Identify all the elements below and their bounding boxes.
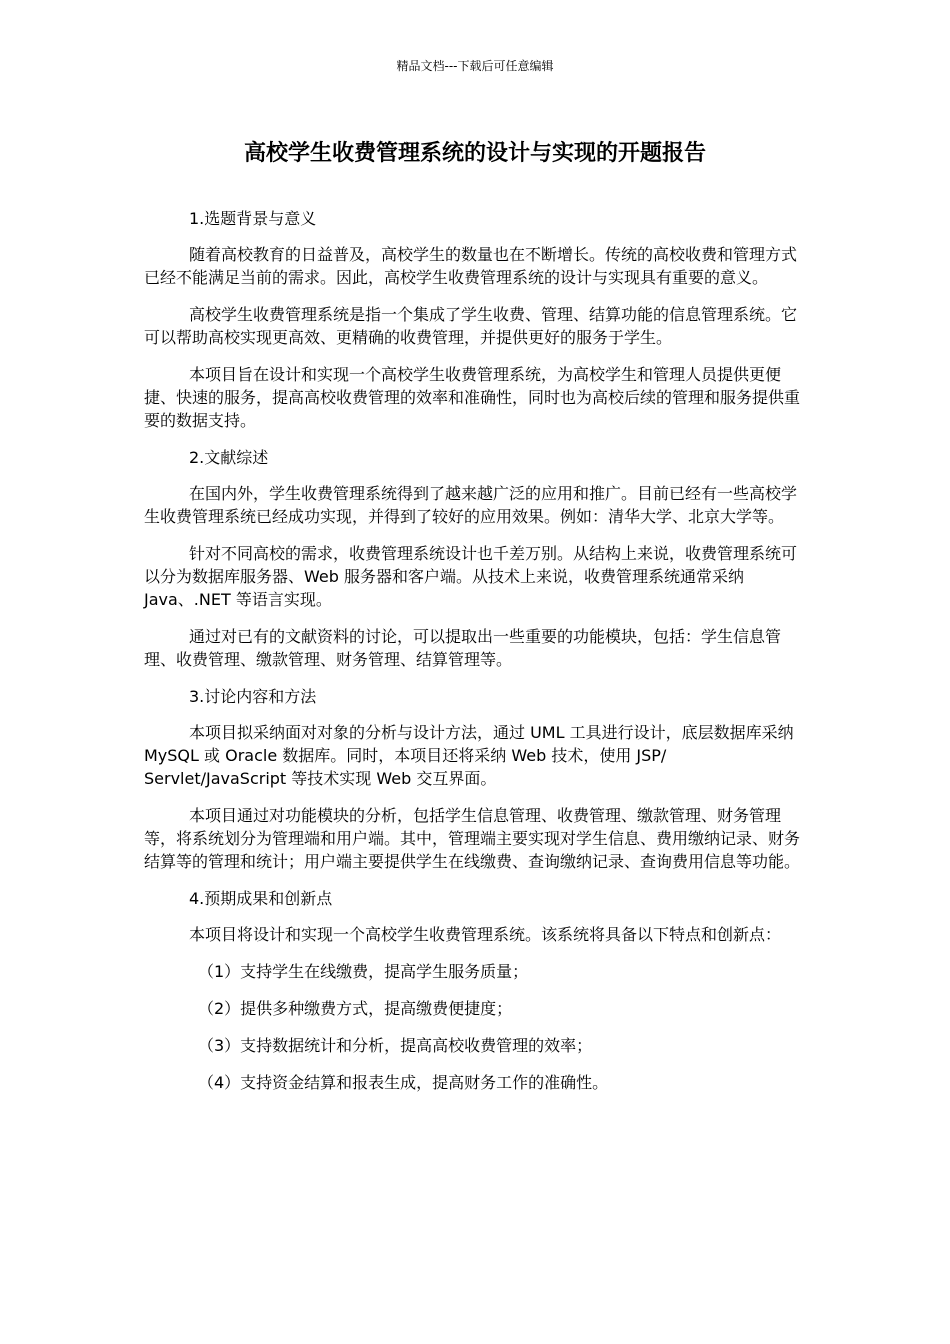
list-item: （4）支持资金结算和报表生成，提高财务工作的准确性。 [198, 1073, 609, 1092]
paragraph: 高校学生收费管理系统是指一个集成了学生收费、管理、结算功能的信息管理系统。它可以帮助高校实现更高效、更精确的收费管理，并提供更好的服务于学生。 [144, 305, 798, 347]
paragraph: 本项目拟采纳面对对象的分析与设计方法，通过 UML 工具进行设计，底层数据库采纳 MySQL 或 Oracle 数据库。同时，本项目还将采纳 Web 技术，使用 JSP/ Servlet/JavaScript 等技术实现 Web 交互界面。 [144, 723, 794, 788]
section-heading: 4.预期成果和创新点 [189, 889, 333, 908]
document-body [144, 207, 806, 1108]
list-item: （1）支持学生在线缴费，提高学生服务质量； [198, 962, 529, 981]
paragraph: 本项目将设计和实现一个高校学生收费管理系统。该系统将具备以下特点和创新点： [189, 925, 782, 944]
paragraph: 针对不同高校的需求，收费管理系统设计也千差万别。从结构上来说，收费管理系统可以分为数据库服务器、Web 服务器和客户端。从技术上来说，收费管理系统通常采纳 Java、.NET 等语言实现。 [144, 544, 798, 609]
paragraph: 随着高校教育的日益普及，高校学生的数量也在不断增长。传统的高校收费和管理方式已经不能满足当前的需求。因此，高校学生收费管理系统的设计与实现具有重要的意义。 [144, 245, 798, 287]
section-heading: 3.讨论内容和方法 [189, 687, 317, 706]
section-heading: 2.文献综述 [189, 448, 269, 467]
paragraph: 本项目通过对功能模块的分析，包括学生信息管理、收费管理、缴款管理、财务管理等，将系统划分为管理端和用户端。其中，管理端主要实现对学生信息、费用缴纳记录、财务结算等的管理和统计；用户端主要提供学生在线缴费、查询缴纳记录、查询费用信息等功能。 [144, 806, 801, 871]
paragraph: 通过对已有的文献资料的讨论，可以提取出一些重要的功能模块，包括：学生信息管理、收费管理、缴款管理、财务管理、结算管理等。 [144, 627, 782, 669]
list-item: （3）支持数据统计和分析，提高高校收费管理的效率； [198, 1036, 593, 1055]
list-item: （2）提供多种缴费方式，提高缴费便捷度； [198, 999, 513, 1018]
document-title: 高校学生收费管理系统的设计与实现的开题报告 [243, 141, 706, 166]
section-heading: 1.选题背景与意义 [189, 209, 317, 228]
paragraph: 本项目旨在设计和实现一个高校学生收费管理系统，为高校学生和管理人员提供更便捷、快速的服务，提高高校收费管理的效率和准确性，同时也为高校后续的管理和服务提供重要的数据支持。 [144, 365, 801, 430]
paragraph: 在国内外，学生收费管理系统得到了越来越广泛的应用和推广。目前已经有一些高校学生收费管理系统已经成功实现，并得到了较好的应用效果。例如：清华大学、北京大学等。 [144, 484, 798, 526]
page-header: 精品文档---下载后可任意编辑 [396, 59, 554, 73]
